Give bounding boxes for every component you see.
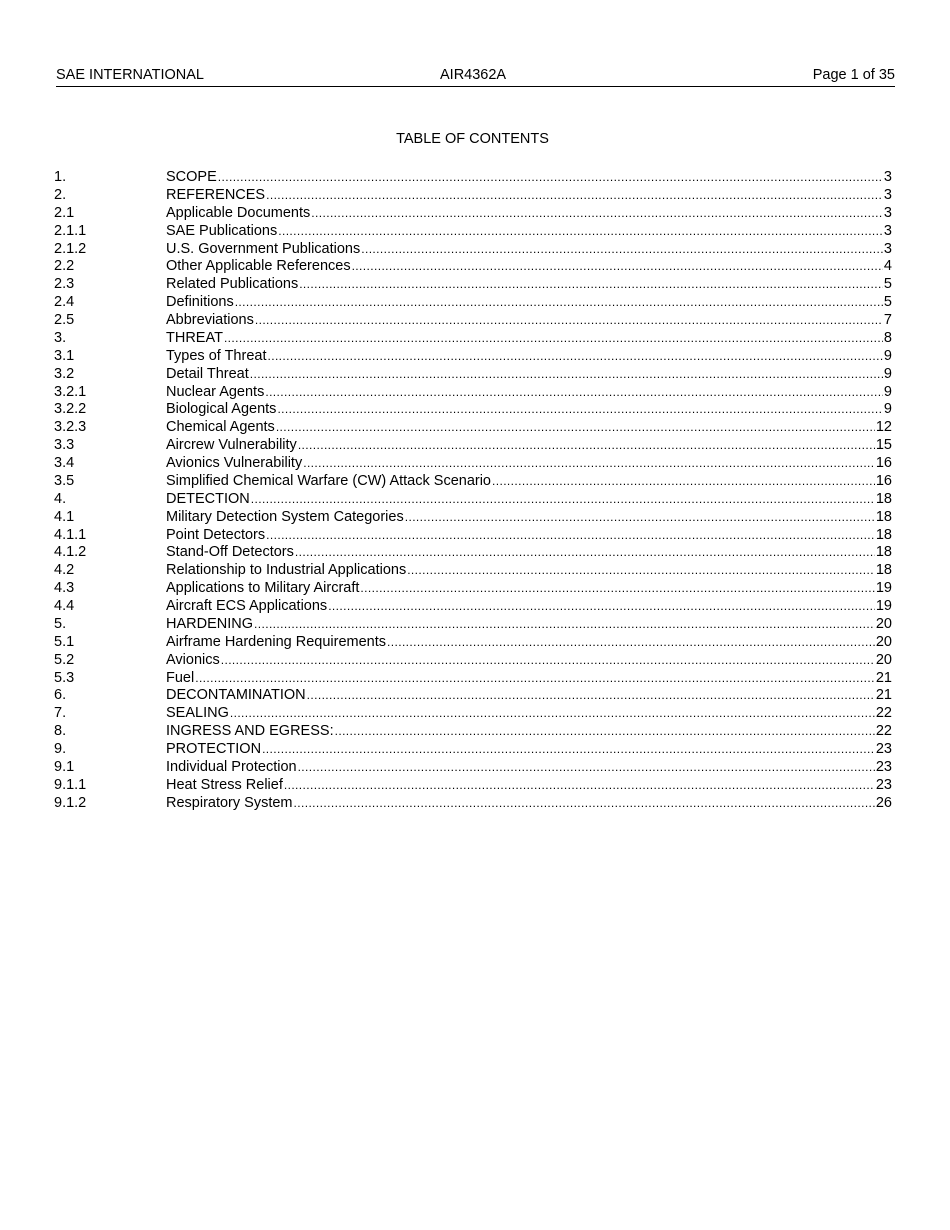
toc-entry-number: 2.1.2 <box>54 240 87 257</box>
toc-entry-number: 4.1 <box>54 508 75 525</box>
toc-entry[interactable] <box>54 366 892 384</box>
toc-dot-leader <box>255 312 883 330</box>
toc-entry[interactable] <box>54 795 892 813</box>
toc-entry[interactable] <box>54 241 892 259</box>
toc-dot-leader <box>218 169 883 187</box>
toc-entry[interactable] <box>54 169 892 187</box>
toc-entry-number: 3.2.2 <box>54 401 87 418</box>
toc-entry-title: DETECTION <box>166 490 250 507</box>
toc-entry-page: 4 <box>883 258 892 275</box>
toc-entry-page: 23 <box>875 776 892 793</box>
toc-entry[interactable] <box>54 330 892 348</box>
toc-entry-number: 7. <box>54 705 67 722</box>
toc-entry-number: 3.2.3 <box>54 419 87 436</box>
toc-entry[interactable] <box>54 312 892 330</box>
toc-entry[interactable] <box>54 741 892 759</box>
toc-entry-title: Types of Threat <box>166 347 267 364</box>
toc-entry[interactable] <box>54 527 892 545</box>
page-header <box>56 66 895 87</box>
toc-entry-page: 26 <box>875 794 892 811</box>
toc-entry-title: SCOPE <box>166 169 217 185</box>
toc-entry-number: 9.1.2 <box>54 794 87 811</box>
toc-entry-number: 8. <box>54 723 67 740</box>
toc-entry[interactable] <box>54 777 892 795</box>
toc-entry-number: 2. <box>54 186 67 203</box>
toc-entry-title: HARDENING <box>166 615 254 632</box>
toc-dot-leader <box>276 419 875 437</box>
toc-entry-title: Stand-Off Detectors <box>166 544 294 561</box>
toc-entry-title: Nuclear Agents <box>166 383 265 400</box>
toc-entry-title: Simplified Chemical Warfare (CW) Attack Scenario <box>166 472 491 489</box>
toc-entry[interactable] <box>54 580 892 598</box>
toc-entry-page: 23 <box>875 741 892 757</box>
header-page-number: Page 1 of 35 <box>812 67 895 83</box>
toc-dot-leader <box>251 491 875 509</box>
toc-dot-leader <box>360 580 874 598</box>
toc-entry-title: Chemical Agents <box>166 419 275 436</box>
toc-dot-leader <box>224 330 883 348</box>
toc-entry[interactable] <box>54 419 892 437</box>
toc-entry-page: 18 <box>875 490 892 507</box>
toc-entry[interactable] <box>54 294 892 312</box>
toc-entry-title: Relationship to Industrial Applications <box>166 562 407 579</box>
toc-entry-page: 22 <box>875 723 892 740</box>
toc-entry-page: 15 <box>875 437 892 454</box>
toc-entry-number: 2.5 <box>54 312 75 328</box>
toc-entry[interactable] <box>54 687 892 705</box>
toc-entry-title: Applicable Documents <box>166 204 311 221</box>
toc-entry-number: 3.3 <box>54 437 75 454</box>
toc-entry[interactable] <box>54 598 892 616</box>
toc-entry-number: 3.4 <box>54 455 75 471</box>
toc-dot-leader <box>492 473 875 491</box>
toc-entry[interactable] <box>54 634 892 652</box>
toc-dot-leader <box>298 759 875 777</box>
toc-entry-page: 18 <box>875 508 892 525</box>
toc-dot-leader <box>328 598 875 616</box>
header-document-id: AIR4362A <box>440 67 507 83</box>
toc-entry-page: 21 <box>875 687 892 704</box>
toc-entry-number: 4.1.2 <box>54 544 87 561</box>
toc-entry-page: 5 <box>883 276 892 293</box>
toc-entry[interactable] <box>54 258 892 276</box>
toc-entry-title: DECONTAMINATION <box>166 687 306 704</box>
toc-dot-leader <box>311 205 883 223</box>
toc-entry-number: 4.2 <box>54 562 75 579</box>
toc-entry-title: SEALING <box>166 705 229 722</box>
toc-entry-number: 3.1 <box>54 347 75 364</box>
toc-entry-number: 3.5 <box>54 472 75 489</box>
toc-entry[interactable] <box>54 723 892 741</box>
toc-entry-page: 3 <box>883 169 892 185</box>
toc-entry-title: Applications to Military Aircraft <box>166 580 360 597</box>
toc-entry-title: U.S. Government Publications <box>166 240 361 257</box>
toc-title: TABLE OF CONTENTS <box>396 131 549 147</box>
toc-entry-title: Heat Stress Relief <box>166 776 283 793</box>
toc-entry-number: 5.1 <box>54 633 75 650</box>
toc-entry-page: 20 <box>875 615 892 632</box>
toc-entry-title: SAE Publications <box>166 222 278 239</box>
toc-dot-leader <box>298 437 875 455</box>
toc-entry-page: 9 <box>883 401 892 418</box>
toc-entry-page: 18 <box>875 526 892 543</box>
toc-dot-leader <box>361 241 883 259</box>
toc-entry-page: 16 <box>875 472 892 489</box>
toc-entry-number: 2.3 <box>54 276 75 293</box>
toc-dot-leader <box>407 562 875 580</box>
toc-entry[interactable] <box>54 401 892 419</box>
toc-entry[interactable] <box>54 652 892 670</box>
toc-dot-leader <box>235 294 883 312</box>
toc-entry[interactable] <box>54 437 892 455</box>
toc-dot-leader <box>284 777 875 795</box>
toc-entry-number: 5.2 <box>54 651 75 668</box>
toc-dot-leader <box>195 670 875 688</box>
toc-entry-page: 3 <box>883 222 892 239</box>
toc-entry-title: REFERENCES <box>166 186 266 203</box>
toc-entry-title: Airframe Hardening Requirements <box>166 633 387 650</box>
toc-entry-title: Avionics Vulnerability <box>166 455 303 471</box>
toc-entry-page: 18 <box>875 544 892 561</box>
header-organization: SAE INTERNATIONAL <box>56 67 204 83</box>
toc-entry-title: Biological Agents <box>166 401 277 418</box>
toc-dot-leader <box>262 741 875 759</box>
toc-entry-page: 9 <box>883 347 892 364</box>
toc-entry-number: 2.4 <box>54 294 75 311</box>
toc-entry-title: Individual Protection <box>166 758 297 775</box>
toc-entry-title: Military Detection System Categories <box>166 508 404 525</box>
toc-dot-leader <box>303 455 875 473</box>
toc-dot-leader <box>266 527 875 545</box>
toc-entry[interactable] <box>54 205 892 223</box>
toc-entry-page: 23 <box>875 758 892 775</box>
toc-entry[interactable] <box>54 491 892 509</box>
toc-dot-leader <box>250 366 883 384</box>
toc-entry-number: 4. <box>54 490 67 507</box>
toc-dot-leader <box>294 795 875 813</box>
toc-entry-title: Aircraft ECS Applications <box>166 598 328 614</box>
toc-entry-title: Respiratory System <box>166 794 293 811</box>
toc-entry-page: 3 <box>883 240 892 257</box>
toc-entry[interactable] <box>54 223 892 241</box>
toc-entry-number: 9.1.1 <box>54 776 87 793</box>
toc-entry[interactable] <box>54 473 892 491</box>
toc-entry-title: Related Publications <box>166 276 299 293</box>
toc-entry[interactable] <box>54 455 892 473</box>
toc-entry-number: 5.3 <box>54 669 75 686</box>
toc-entry-number: 5. <box>54 615 67 632</box>
toc-entry-title: PROTECTION <box>166 741 262 757</box>
toc-entry[interactable] <box>54 276 892 294</box>
table-of-contents <box>54 169 892 813</box>
toc-entry[interactable] <box>54 562 892 580</box>
toc-entry-number: 2.1.1 <box>54 222 87 239</box>
toc-dot-leader <box>267 348 882 366</box>
toc-entry[interactable] <box>54 187 892 205</box>
toc-dot-leader <box>387 634 875 652</box>
toc-entry-number: 1. <box>54 169 67 185</box>
toc-dot-leader <box>307 687 875 705</box>
toc-entry-title: Other Applicable References <box>166 258 351 275</box>
toc-dot-leader <box>265 384 883 402</box>
toc-entry-page: 16 <box>875 455 892 471</box>
toc-entry-number: 2.2 <box>54 258 75 275</box>
toc-entry-title: Aircrew Vulnerability <box>166 437 297 454</box>
toc-dot-leader <box>405 509 875 527</box>
toc-entry-title: Avionics <box>166 651 220 668</box>
toc-dot-leader <box>278 223 883 241</box>
toc-entry-page: 9 <box>883 383 892 400</box>
toc-entry-title: Detail Threat <box>166 365 249 382</box>
toc-entry-page: 19 <box>875 580 892 597</box>
toc-entry-number: 4.4 <box>54 598 75 614</box>
toc-entry-page: 22 <box>875 705 892 722</box>
toc-entry-page: 21 <box>875 669 892 686</box>
toc-entry[interactable] <box>54 616 892 634</box>
toc-entry-number: 2.1 <box>54 204 75 221</box>
toc-entry-page: 12 <box>875 419 892 436</box>
toc-entry-title: THREAT <box>166 329 223 346</box>
toc-entry-page: 7 <box>883 312 892 328</box>
toc-entry-title: Point Detectors <box>166 526 266 543</box>
toc-dot-leader <box>335 723 875 741</box>
toc-entry-page: 8 <box>883 329 892 346</box>
toc-entry-number: 4.3 <box>54 580 75 597</box>
toc-dot-leader <box>254 616 875 634</box>
toc-entry[interactable] <box>54 705 892 723</box>
toc-entry[interactable] <box>54 670 892 688</box>
toc-entry-number: 9.1 <box>54 758 75 775</box>
toc-entry[interactable] <box>54 544 892 562</box>
toc-entry-title: Definitions <box>166 294 234 311</box>
toc-entry[interactable] <box>54 509 892 527</box>
toc-entry-number: 4.1.1 <box>54 526 87 543</box>
toc-dot-leader <box>230 705 875 723</box>
toc-entry-page: 20 <box>875 651 892 668</box>
toc-entry-number: 6. <box>54 687 67 704</box>
toc-entry-number: 9. <box>54 741 67 757</box>
toc-dot-leader <box>221 652 875 670</box>
toc-entry-title: INGRESS AND EGRESS: <box>166 723 334 740</box>
toc-entry[interactable] <box>54 384 892 402</box>
toc-entry-number: 3.2 <box>54 365 75 382</box>
toc-entry-page: 5 <box>883 294 892 311</box>
toc-entry-page: 3 <box>883 204 892 221</box>
toc-entry-page: 19 <box>875 598 892 614</box>
toc-entry[interactable] <box>54 348 892 366</box>
toc-entry[interactable] <box>54 759 892 777</box>
toc-entry-page: 20 <box>875 633 892 650</box>
toc-dot-leader <box>299 276 883 294</box>
toc-entry-title: Abbreviations <box>166 312 254 328</box>
toc-dot-leader <box>352 258 883 276</box>
toc-entry-page: 18 <box>875 562 892 579</box>
toc-entry-title: Fuel <box>166 669 195 686</box>
toc-dot-leader <box>295 544 875 562</box>
toc-entry-page: 9 <box>883 365 892 382</box>
toc-entry-number: 3. <box>54 329 67 346</box>
toc-dot-leader <box>266 187 883 205</box>
toc-entry-page: 3 <box>883 186 892 203</box>
toc-dot-leader <box>277 401 882 419</box>
toc-entry-number: 3.2.1 <box>54 383 87 400</box>
